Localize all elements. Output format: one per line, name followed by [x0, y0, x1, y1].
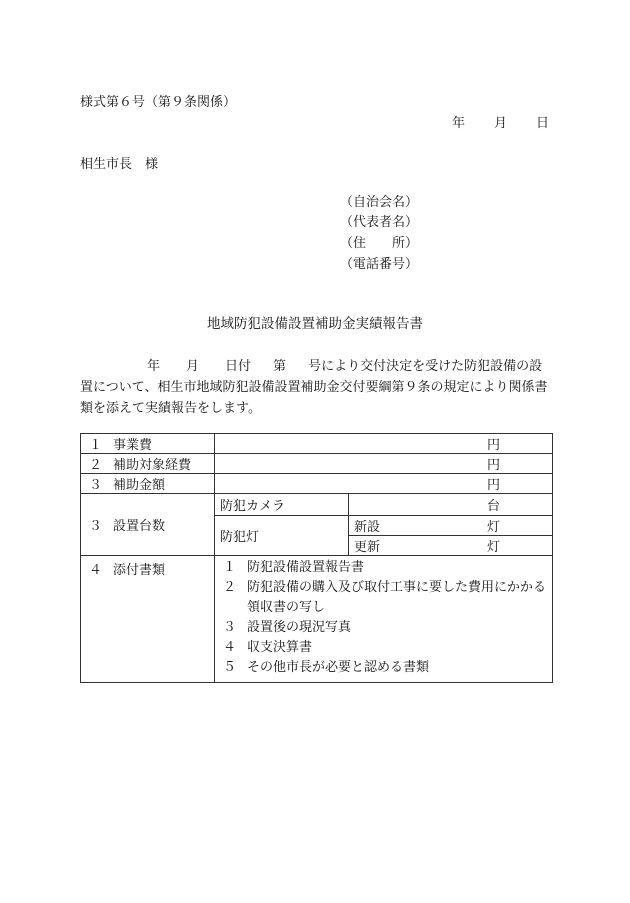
light-renew-unit: 灯 [487, 540, 501, 555]
body-text [80, 356, 552, 419]
table-row-subsidy-amount [81, 474, 553, 494]
date-line [452, 117, 549, 130]
table-row-camera [81, 494, 553, 516]
light-new-label: 新設 [354, 520, 381, 535]
sender-association: （自治会名） [340, 195, 419, 210]
table-row-eligible-cost [81, 454, 553, 474]
light-renew-label: 更新 [354, 540, 381, 555]
body-year: 年 [147, 359, 161, 374]
sender-phone: （電話番号） [340, 257, 419, 272]
list-item: ５ その他市長が必要と認める書類 [223, 660, 430, 675]
subsidy-amount-value: 円 [215, 474, 553, 494]
document-title: 地域防犯設備設置補助金実績報告書 [207, 316, 423, 332]
row-label: ３ 補助金額 [81, 474, 215, 494]
row-label: ２ 補助対象経費 [81, 454, 215, 474]
light-renew-cell [349, 536, 553, 556]
install-count-label: ３ 設置台数 [81, 494, 215, 556]
date-day: 日 [536, 116, 550, 131]
report-table [80, 433, 553, 683]
body-number-prefix: 第 [273, 359, 287, 374]
light-new-cell [349, 516, 553, 536]
eligible-cost-value: 円 [215, 454, 553, 474]
recipient: 相生市長 様 [80, 157, 159, 172]
light-new-unit: 灯 [487, 520, 501, 535]
list-item: ２ 防犯設備の購入及び取付工事に要した費用にかかる領収書の写し [223, 580, 547, 615]
camera-label: 防犯カメラ [215, 494, 349, 516]
form-number: 様式第６号（第９条関係） [80, 95, 237, 110]
project-cost-value: 円 [215, 434, 553, 454]
list-item: １ 防犯設備設置報告書 [223, 560, 365, 575]
list-item: ３ 設置後の現況写真 [223, 620, 352, 635]
row-label: １ 事業費 [81, 434, 215, 454]
table-row-attachments [81, 556, 553, 683]
body-sentence: 号により交付決定を受けた防犯設備の設置について、相生市地域防犯設備設置補助金交付要綱第９条の規定により関係書類を添えて実績報告をします。 [80, 359, 548, 416]
attachments-list [215, 556, 553, 683]
sender-address: （住 所） [340, 236, 419, 251]
sender-representative: （代表者名） [340, 215, 419, 230]
light-label: 防犯灯 [215, 516, 349, 556]
attachments-label: ４ 添付書類 [81, 556, 215, 683]
date-month: 月 [494, 116, 508, 131]
date-year: 年 [452, 116, 466, 131]
table-row-project-cost [81, 434, 553, 454]
body-month: 月 [186, 359, 200, 374]
camera-value: 台 [349, 494, 553, 516]
list-item: ４ 収支決算書 [223, 640, 313, 655]
body-day: 日付 [225, 359, 252, 374]
